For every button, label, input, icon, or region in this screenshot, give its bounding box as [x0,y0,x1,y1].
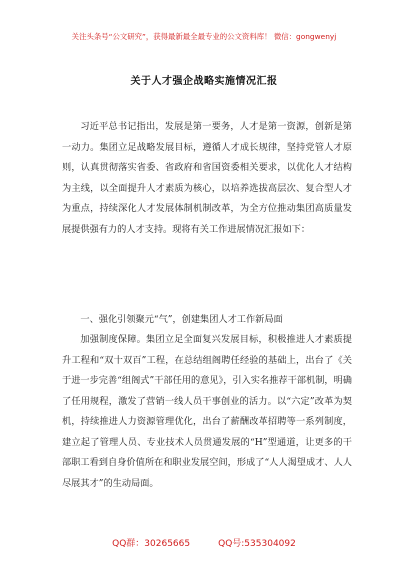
promo-banner: 关注头条号“公文研究”，获得最新最全最专业的公文资料库！ 微信：gongwenyj [71,32,337,41]
document-title: 关于人才强企战略实施情况汇报 [130,76,278,87]
body-paragraph [62,330,352,494]
section-heading-text: 一、强化引领聚元“气”，创建集团人才工作新局面 [80,314,283,325]
intro-paragraph-text: 习近平总书记指出，发展是第一要务，人才是第一资源，创新是第一动力。集团立足战略发展目标，遵循人才成长规律，坚持党管人才原则，认真贯彻落实省委、省政府和省国资委相关要求，以优化人才结构为主线，以全面提升人才素质为核心，以培养选拔高层次、复合型人才为重点，持续深化人才发展体制机制改革，为全方位推动集团高质量发展提供强有力的人才支持。现将有关工作进展情况汇报如下： [62,121,352,235]
qq-number-text: QQ号:535304092 [218,539,296,549]
intro-paragraph [62,117,352,240]
contact-footer [0,536,408,549]
qq-group-text: QQ群：30265665 [112,539,191,549]
section-heading [62,310,352,331]
body-paragraph-text: 加强制度保障。集团立足全面复兴发展目标，积极推进人才素质提升工程和“双十双百”工程，在总结组阁聘任经验的基础上，出台了《关于进一步完善“组阁式”干部任用的意见》，引入实名推荐干部机制，明确了任用规程，激发了营销一线人员干事创业的活力。以“六定”改革为契机，持续推进人力资源管理优化，出台了薪酬改革招聘等一系列制度，建立起了管理人员、专业技术人员贯通发展的“H”型通道，让更多的干部职工看到自身价值所在和职业发展空间，形成了“人人渴望成才、人人尽展其才”的生动局面。 [62,334,352,489]
